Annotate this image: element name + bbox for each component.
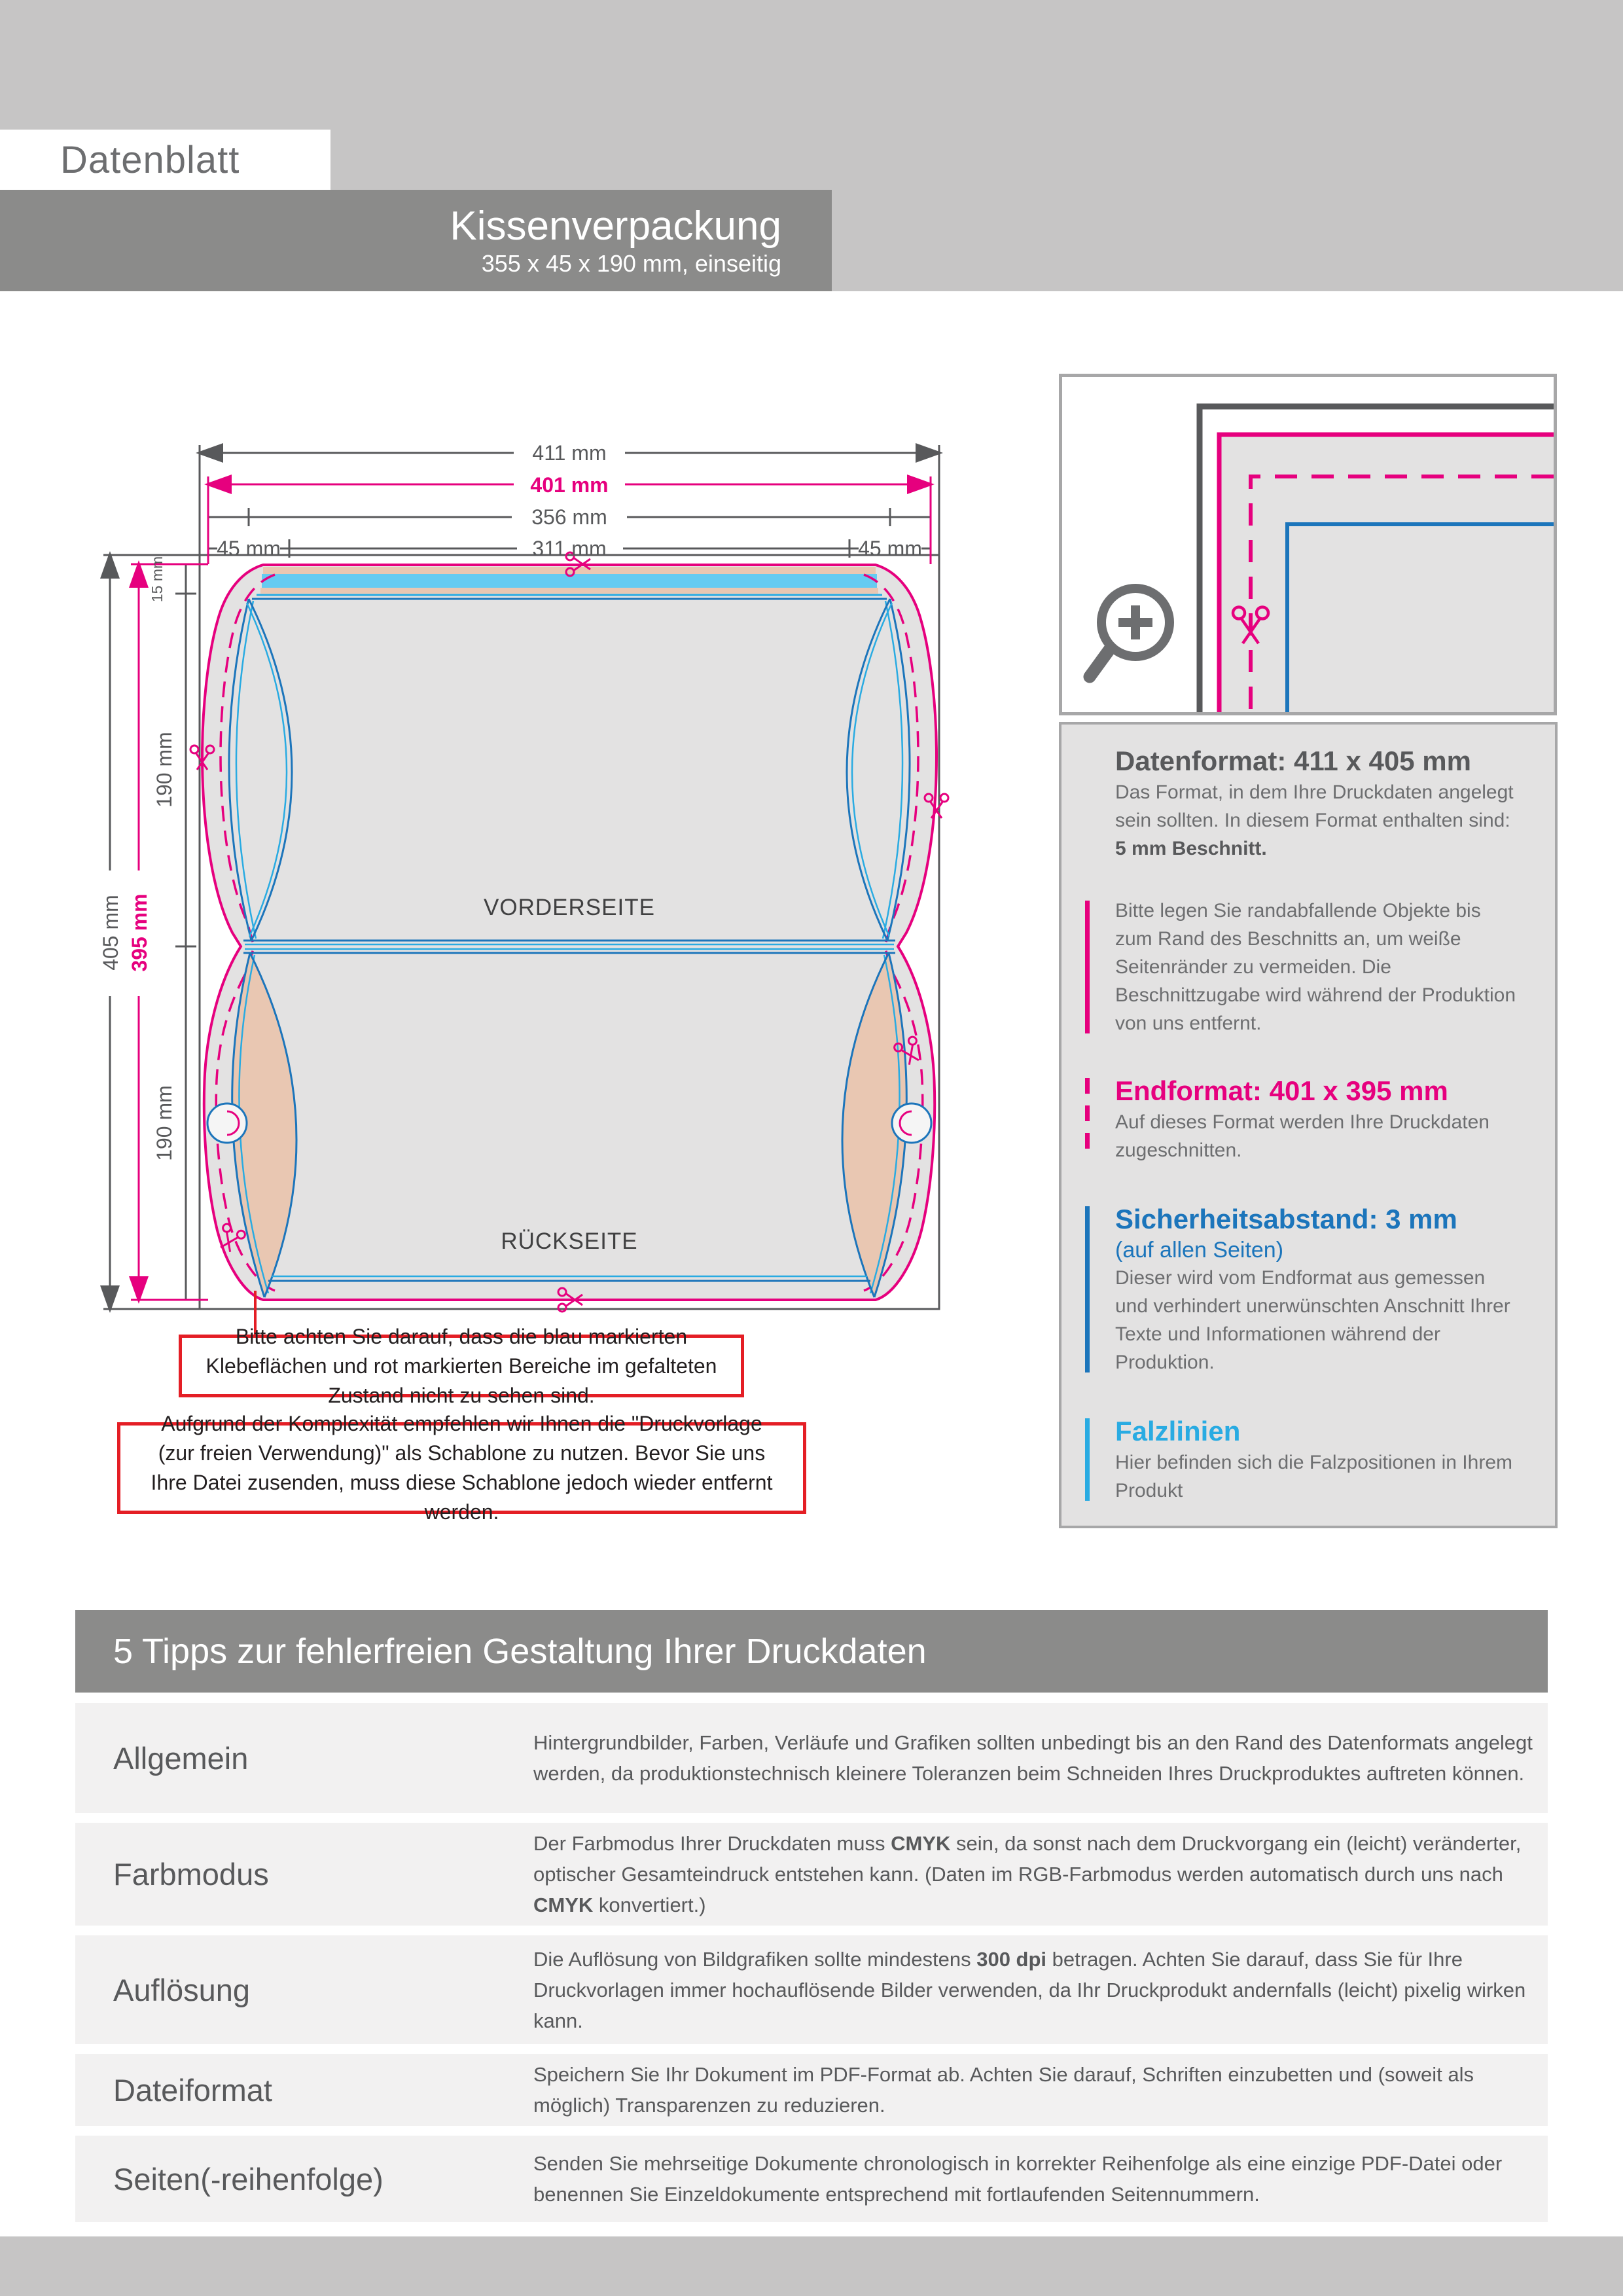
tip-label: Auflösung — [113, 1972, 251, 2007]
tip-text: konvertiert.) — [593, 1893, 706, 1916]
product-name: Kissenverpackung — [450, 203, 781, 249]
tip-desc — [533, 1823, 1541, 1926]
bleed-body: Bitte legen Sie randabfallende Objekte bis zum Rand des Beschnitts an, um weiße Seitenränder zu vermeiden. Die Beschnittzugabe wird während der Produktion von uns entfernt. — [1115, 900, 1516, 1034]
front-panel-label: VORDERSEITE — [484, 895, 655, 920]
dim-panel-top-h: 190 mm — [152, 732, 176, 808]
tip-label: Dateiformat — [113, 2072, 272, 2108]
pillow-outline — [202, 565, 936, 1300]
product-format: 355 x 45 x 190 mm, einseitig — [481, 249, 781, 277]
dim-data-h: 405 mm — [99, 895, 122, 971]
endformat-bar — [1085, 1078, 1090, 1160]
section-folds — [1115, 1414, 1519, 1505]
tip-text: Speichern Sie Ihr Dokument im PDF-Format ab. Achten Sie darauf, Schriften einzubetten und (soweit als möglich) Transparenzen zu reduzieren. — [533, 2063, 1474, 2117]
datenformat-title: Datenformat: 411 x 405 mm — [1115, 745, 1471, 776]
tip-desc — [533, 1703, 1541, 1813]
dim-mid-w: 311 mm — [532, 537, 607, 560]
note-box-glue-areas — [179, 1324, 744, 1407]
tip-row-dateiformat — [75, 2054, 1548, 2126]
tip-label: Seiten(-reihenfolge) — [113, 2161, 383, 2197]
tip-text: betragen. Achten Sie darauf, dass Sie für Ihre Druckvorlagen immer hochauflösende Bilder verwenden, da Ihr Druckprodukt andernfalls (leicht) pixelig wirken kann. — [533, 1947, 1526, 2032]
note-box-glue-areas-text: Bitte achten Sie darauf, dass die blau markierten Klebeflächen und rot markierten Bereiche im gefalteten Zustand nicht zu sehen sind. — [205, 1324, 717, 1407]
tip-desc — [533, 2136, 1541, 2222]
dim-data-w: 411 mm — [532, 441, 607, 465]
dim-end-w: 401 mm — [530, 473, 609, 497]
tip-text-bold: 300 dpi — [976, 1947, 1047, 1971]
zoom-detail-box — [1059, 374, 1557, 715]
tips-header-title: 5 Tipps zur fehlerfreien Gestaltung Ihrer Druckdaten — [113, 1632, 927, 1671]
dim-panel-bottom-h: 190 mm — [152, 1085, 176, 1161]
doc-type-label: Datenblatt — [60, 138, 240, 181]
folds-body: Hier befinden sich die Falzpositionen in Ihrem Produkt — [1115, 1452, 1512, 1501]
note-box-template — [117, 1412, 806, 1524]
bleed-bar — [1085, 901, 1090, 1033]
magnifier-plus-icon — [1090, 588, 1169, 677]
folds-title: Falzlinien — [1115, 1416, 1241, 1446]
tip-label: Allgemein — [113, 1740, 249, 1776]
tip-text-bold: CMYK — [891, 1832, 951, 1855]
tip-text-bold: CMYK — [533, 1893, 594, 1916]
endformat-title: Endformat: 401 x 395 mm — [1115, 1075, 1448, 1106]
format-info-panel — [1059, 722, 1558, 1528]
back-panel-label: RÜCKSEITE — [501, 1229, 638, 1254]
endformat-body: Auf dieses Format werden Ihre Druckdaten zugeschnitten. — [1115, 1111, 1489, 1161]
footer-band — [0, 2236, 1623, 2296]
datenformat-body: Das Format, in dem Ihre Druckdaten angelegt sein sollten. In diesem Format enthalten sind: — [1115, 781, 1514, 831]
tip-text: sein, da sonst nach dem Druckvorgang ein (leicht) veränderter, optischer Gesamteindruck entstehen kann. (Daten im RGB-Farbmodus werden automatisch durch uns nach — [533, 1832, 1522, 1886]
tip-row-aufloesung — [75, 1935, 1548, 2044]
section-bleed-note — [1115, 897, 1519, 1037]
folds-bar — [1085, 1418, 1090, 1501]
section-datenformat — [1115, 725, 1519, 863]
safety-bar — [1085, 1206, 1090, 1372]
tip-text: Hintergrundbilder, Farben, Verläufe und Grafiken sollten unbedingt bis an den Rand des Datenformats angelegt werden, da produktionstechnisch kleinere Toleranzen beim Schneiden Ihres Druckproduktes auftreten können. — [533, 1731, 1533, 1785]
glue-strip-salmon-bottom — [260, 588, 878, 594]
safety-subtitle: (auf allen Seiten) — [1115, 1238, 1284, 1263]
tip-desc — [533, 1935, 1541, 2044]
tip-row-seitenreihenfolge — [75, 2136, 1548, 2222]
section-endformat — [1115, 1074, 1519, 1164]
tip-text: Senden Sie mehrseitige Dokumente chronologisch in korrekter Reihenfolge als eine einzige PDF-Datei oder benennen Sie Einzeldokumente entsprechend mit fortlaufenden Seitennummern. — [533, 2152, 1503, 2206]
tip-desc — [533, 2054, 1541, 2126]
tip-text: Der Farbmodus Ihrer Druckdaten muss — [533, 1832, 891, 1855]
tips-header-bar — [75, 1610, 1548, 1693]
safety-title: Sicherheitsabstand: 3 mm — [1115, 1204, 1457, 1234]
dim-flap-right: 45 mm — [858, 537, 922, 560]
safety-body: Dieser wird vom Endformat aus gemessen und verhindert unerwünschten Anschnitt Ihrer Texte und Informationen während der Produktion. — [1115, 1267, 1510, 1373]
datenformat-body-bold: 5 mm Beschnitt. — [1115, 838, 1267, 859]
tip-row-allgemein — [75, 1703, 1548, 1813]
tip-row-farbmodus — [75, 1823, 1548, 1926]
dim-glue-h: 15 mm — [149, 556, 166, 603]
note-box-template-text: Aufgrund der Komplexität empfehlen wir Ihnen die "Druckvorlage (zur freien Verwendung)" als Schablone zu nutzen. Bevor Sie uns Ihre Datei zusenden, muss diese Schablone jedoch wieder entfernt werden. — [151, 1412, 773, 1524]
dim-end-h: 395 mm — [128, 893, 151, 972]
section-safety — [1115, 1202, 1519, 1376]
tip-text: Die Auflösung von Bildgrafiken sollte mindestens — [533, 1947, 977, 1971]
dim-flap-left: 45 mm — [217, 537, 281, 560]
tip-label: Farbmodus — [113, 1857, 269, 1892]
dim-fold-w: 356 mm — [531, 505, 607, 529]
